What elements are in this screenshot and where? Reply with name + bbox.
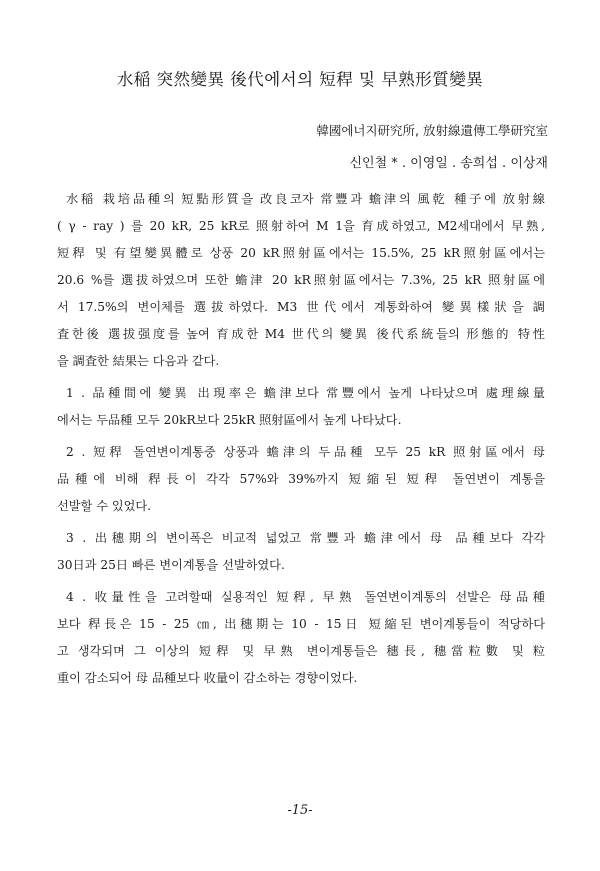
text-line: 20.6 %를 選拔하였으며 또한 蟾津 20 kR照射區에서는 7.3%, 25 kR 照射區에 [57, 273, 545, 287]
text-line: ( γ - ray ) 를 20 kR, 25 kR로 照射하여 M 1을 育成하였고, M2세대에서 早熟, [57, 219, 545, 233]
text-line: 30日과 25日 빠른 변이계통을 선발하였다. [57, 558, 285, 572]
page-number: -15- [287, 803, 313, 818]
text-line: 1 . 品種間에 變異 出現率은 蟾津보다 常豐에서 높게 나타났으며 處理線量 [66, 386, 545, 400]
text-line: 2 . 短稈 돌연변이계통중 상풍과 蟾津의 두品種 모두 25 kR 照射區에서 母 [66, 445, 545, 459]
author-list: 신인철 * . 이영일 . 송희섭 . 이상재 [349, 156, 548, 171]
text-line: 重이 감소되어 母 品種보다 收量이 감소하는 경향이었다. [57, 671, 358, 685]
text-line: 短稈 및 有望變異體로 상풍 20 kR照射區에서는 15.5%, 25 kR照射區에서는 [57, 246, 545, 260]
text-line: 水稲 栽培品種의 短點形質을 改良코자 常豐과 蟾津의 風乾 種子에 放射線 [66, 192, 545, 206]
paragraph-item-1 [57, 380, 545, 434]
text-line: 보다 稈長은 15 - 25 ㎝, 出穗期는 10 - 15日 短縮된 변이계통들이 적당하다 [57, 617, 545, 631]
text-line: 선발할 수 있었다. [57, 499, 152, 513]
text-line: 고 생각되며 그 이상의 短稈 및 早熟 변이계통들은 穗長, 穗當粒數 및 粒 [57, 644, 545, 658]
abstract-body [57, 186, 545, 692]
text-line: 3 . 出穗期의 변이폭은 비교적 넓었고 常豐과 蟾津에서 母 品種보다 각각 [66, 531, 545, 545]
document-title: 水稲 突然變異 後代에서의 短稈 및 早熟形質變異 [116, 70, 484, 89]
text-line: 을 調査한 結果는 다음과 같다. [57, 354, 220, 368]
text-line: 에서는 두品種 모두 20kR보다 25kR 照射區에서 높게 나타났다. [57, 413, 402, 427]
text-line: 4 . 收量性을 고려할때 실용적인 短稈, 早熟 돌연변이계통의 선발은 母品種 [66, 590, 545, 604]
affiliation: 韓國에너지研究所, 放射線遺傳工學研究室 [316, 123, 548, 138]
text-line: 品種에 비해 稈長이 각각 57%와 39%까지 短縮된 短稈 돌연변이 계통을 [57, 472, 545, 486]
paragraph-item-2 [57, 439, 545, 520]
paragraph-intro [57, 186, 545, 375]
paragraph-item-3 [57, 525, 545, 579]
text-line: 서 17.5%의 변이체를 選拔하였다. M3 世代에서 계통화하여 變異樣狀을 調 [57, 300, 545, 314]
paragraph-item-4 [57, 584, 545, 692]
text-line: 査한後 選拔强度를 높여 育成한 M4 世代의 變異 後代系統들의 形態的 特性 [57, 327, 545, 341]
